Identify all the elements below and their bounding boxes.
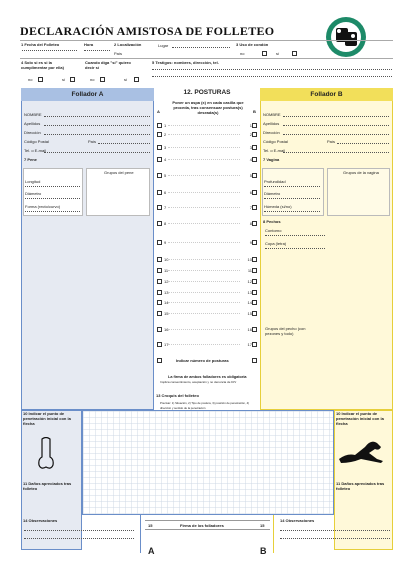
a-grupos-label: Grupos del pene: [104, 170, 134, 175]
croquis-label: 13 Croquis del folleteo: [156, 393, 199, 398]
b-humeda-field[interactable]: [264, 211, 320, 212]
postura-a-num: 13: [164, 290, 169, 295]
postura-row-line: [168, 192, 240, 193]
danos-a-label: 11 Daños apreciados tras folleteo: [23, 481, 72, 491]
postura-b-num: 17: [247, 342, 252, 347]
b-nombre-field[interactable]: [283, 116, 389, 117]
postura-b-checkbox[interactable]: [252, 327, 257, 332]
b-direccion-label: Dirección: [263, 130, 280, 135]
postura-b-checkbox[interactable]: [252, 132, 257, 137]
croquis-grid[interactable]: [82, 410, 334, 515]
postura-b-num: 13: [247, 290, 252, 295]
logo-icon: [325, 16, 367, 58]
b-diametro-label: Diámetro: [264, 191, 281, 196]
postura-b-checkbox[interactable]: [252, 290, 257, 295]
b-pais-label: País: [327, 139, 336, 144]
postura-a-num: 7: [164, 205, 167, 210]
a-nombre-label: NOMBRE: [24, 112, 42, 117]
b-profundidad-field[interactable]: [264, 186, 320, 187]
postura-a-num: 1: [164, 123, 167, 128]
condon-si-checkbox[interactable]: [292, 51, 297, 56]
b-profundidad-label: Profundidad: [264, 179, 286, 184]
b-pais-field[interactable]: [337, 143, 389, 144]
postura-a-checkbox[interactable]: [157, 240, 162, 245]
postura-a-num: 11: [164, 268, 169, 273]
cuando-no-checkbox[interactable]: [100, 77, 105, 82]
follador-a-header: Follador A: [21, 88, 154, 101]
a-diametro-field[interactable]: [25, 198, 80, 199]
postura-a-checkbox[interactable]: [157, 157, 162, 162]
b-diametro-field[interactable]: [264, 198, 320, 199]
bottom-a-panel: [21, 410, 82, 550]
postura-a-checkbox[interactable]: [157, 279, 162, 284]
postura-b-num: 11: [247, 268, 252, 273]
lugar-field[interactable]: [172, 47, 230, 48]
postura-b-checkbox[interactable]: [252, 205, 257, 210]
postura-b-checkbox[interactable]: [252, 190, 257, 195]
postura-row-line: [168, 270, 240, 271]
condon-no-label: no: [240, 51, 245, 56]
postura-a-num: 8: [164, 221, 167, 226]
b-copa-field[interactable]: [265, 248, 325, 249]
signature-b-marker: B: [260, 546, 267, 556]
a-nombre-field[interactable]: [44, 116, 150, 117]
postura-a-checkbox[interactable]: [157, 300, 162, 305]
postura-row-line: [168, 207, 240, 208]
b-grupos-label: Grupos de la vagina: [343, 170, 379, 175]
cuando-diga-label: Cuando diga "sí" quiero decir sí: [85, 60, 131, 70]
postura-row-line: [168, 134, 240, 135]
postura-row-line: [168, 313, 240, 314]
a-cp-label: Código Postal: [24, 139, 49, 144]
localizacion-label: 2 Localización: [114, 42, 142, 47]
firma-15b: 15: [260, 523, 265, 528]
postura-b-num: 10: [247, 257, 252, 262]
obs-b-line-2[interactable]: [280, 538, 390, 539]
postura-a-checkbox[interactable]: [157, 123, 162, 128]
postura-row-line: [168, 125, 240, 126]
testigos-label: 5 Testigos: nombres, dirección, tel.: [152, 60, 219, 65]
punto-a-label: 10 Indicar el punto de penetración inicial con la flecha: [23, 411, 71, 426]
postura-a-checkbox[interactable]: [157, 327, 162, 332]
postura-row-line: [168, 344, 240, 345]
indicar-label: Indicar número de posturas: [176, 358, 229, 363]
postura-a-checkbox[interactable]: [157, 290, 162, 295]
postura-b-checkbox[interactable]: [252, 300, 257, 305]
b-tel-field[interactable]: [283, 152, 389, 153]
follador-b-panel: [260, 88, 393, 410]
testigos-field-1[interactable]: [152, 69, 392, 70]
postura-a-num: 4: [164, 157, 167, 162]
b-contorno-label: Contorno: [265, 228, 282, 233]
postura-b-num: 7: [249, 205, 252, 210]
danos-b-label: 11 Daños apreciados tras folleteo: [336, 481, 385, 491]
b-humeda-label: Húmeda (sí/no): [264, 204, 292, 209]
cuando-no-label: no: [90, 77, 95, 82]
a-grupos-box: [86, 168, 150, 216]
postura-a-num: 3: [164, 145, 167, 150]
postura-b-num: 15: [247, 311, 252, 316]
postura-row-line: [168, 147, 240, 148]
signature-a-marker: A: [148, 546, 155, 556]
postura-a-num: 2: [164, 132, 167, 137]
b-apellidos-field[interactable]: [283, 125, 389, 126]
postura-row-line: [168, 159, 240, 160]
postura-b-checkbox[interactable]: [252, 268, 257, 273]
b-grupos-box: [327, 168, 390, 216]
condon-no-checkbox[interactable]: [262, 51, 267, 56]
postura-a-checkbox[interactable]: [157, 190, 162, 195]
a-direccion-field[interactable]: [44, 134, 150, 135]
obs-a-line-2[interactable]: [24, 538, 134, 539]
punto-b-label: 10 Indicar el punto de penetración inicial con la flecha: [336, 411, 384, 426]
postura-b-num: 6: [249, 190, 252, 195]
postura-a-checkbox[interactable]: [157, 173, 162, 178]
croquis-note: Precisar: 1) Situación, 2) Tipo de postura, 3) posición de penetración, 4) dirección y sentido de la penetración: [160, 401, 250, 410]
obs-b-line-1[interactable]: [280, 530, 390, 531]
postura-a-num: 9: [164, 240, 167, 245]
posturas-a-label: A: [157, 109, 160, 114]
obs-b-label: 14 Observaciones: [280, 518, 315, 523]
solo-si-label: 4 Solo si es si la cumplimentar por ella): [21, 60, 64, 70]
a-forma-field[interactable]: [25, 211, 80, 212]
postura-b-checkbox[interactable]: [252, 279, 257, 284]
b-direccion-field[interactable]: [283, 134, 389, 135]
a-longitud-field[interactable]: [25, 186, 80, 187]
b-grupos-pecho-label: Grupos del pecho (con pezones y todo): [265, 326, 306, 336]
b-tel-label: Tel. o E-mail: [263, 148, 286, 153]
a-direccion-label: Dirección: [24, 130, 41, 135]
postura-a-checkbox[interactable]: [157, 221, 162, 226]
a-forma-label: Forma (recto/curvo): [25, 204, 61, 209]
postura-a-checkbox[interactable]: [157, 342, 162, 347]
postura-a-num: 12: [164, 279, 169, 284]
b-copa-label: Copa (letra): [265, 241, 287, 246]
condon-si-label: sí: [276, 51, 280, 56]
postura-b-num: 8: [249, 221, 252, 226]
a-longitud-label: Longitud: [25, 179, 41, 184]
postura-b-num: 5: [249, 173, 252, 178]
postura-b-num: 1: [249, 123, 252, 128]
postura-a-num: 10: [164, 257, 169, 262]
obs-a-label: 14 Observaciones: [23, 518, 58, 523]
postura-a-num: 6: [164, 190, 167, 195]
postura-a-checkbox[interactable]: [157, 145, 162, 150]
postura-row-line: [168, 281, 240, 282]
postura-a-num: 17: [164, 342, 169, 347]
b-pechos-label: 8 Pechos: [263, 219, 281, 224]
a-diametro-label: Diámetro: [25, 191, 42, 196]
postura-b-num: 14: [247, 300, 252, 305]
postura-b-num: 2: [249, 132, 252, 137]
posturas-header: 12. POSTURAS: [183, 89, 231, 96]
solo-si-opt-label: sí: [62, 77, 66, 82]
postura-a-checkbox[interactable]: [157, 205, 162, 210]
postura-row-line: [168, 302, 240, 303]
cuando-si-label: sí: [124, 77, 128, 82]
postura-a-checkbox[interactable]: [157, 257, 162, 262]
page-title: DECLARACIÓN AMISTOSA DE FOLLETEO: [20, 24, 275, 38]
b-contorno-field[interactable]: [265, 235, 325, 236]
postura-b-num: 3: [249, 145, 252, 150]
cuando-si-checkbox[interactable]: [134, 77, 139, 82]
postura-a-num: 14: [164, 300, 169, 305]
postura-b-num: 9: [249, 240, 252, 245]
bottom-b-panel: [334, 410, 393, 550]
postura-b-checkbox[interactable]: [252, 173, 257, 178]
woman-silhouette-icon: [337, 435, 385, 465]
b-nombre-label: NOMBRE: [263, 112, 281, 117]
a-apellidos-label: Apellidos: [24, 121, 41, 126]
postura-b-num: 16: [247, 327, 252, 332]
indicar-b-checkbox[interactable]: [252, 358, 257, 363]
postura-a-num: 5: [164, 173, 167, 178]
postura-a-checkbox[interactable]: [157, 268, 162, 273]
a-pais-field[interactable]: [98, 143, 150, 144]
postura-row-line: [168, 223, 240, 224]
hora-field[interactable]: [84, 50, 110, 51]
firma-note: La firma de ambos folladores es obligatoria: [168, 375, 247, 379]
postura-b-checkbox[interactable]: [252, 342, 257, 347]
a-apellidos-field[interactable]: [44, 125, 150, 126]
a-tel-field[interactable]: [44, 152, 150, 153]
postura-row-line: [168, 242, 240, 243]
posturas-instr: Poner un aspa (x) en cada casilla que proceda, tras consensuar postura(s) deseada(s): [172, 100, 244, 115]
fecha-label: 1 Fecha del Folleteo: [21, 42, 60, 47]
postura-a-num: 15: [164, 311, 169, 316]
uso-condon-label: 3 Uso de condón: [236, 42, 269, 47]
fecha-field[interactable]: [22, 50, 77, 51]
postura-b-checkbox[interactable]: [252, 123, 257, 128]
penis-icon: [36, 437, 56, 471]
postura-b-checkbox[interactable]: [252, 257, 257, 262]
firma-label: Firma de los folladores: [180, 523, 224, 528]
solo-no-label: no: [28, 77, 33, 82]
postura-row-line: [168, 259, 240, 260]
testigos-field-2[interactable]: [152, 76, 392, 77]
postura-row-line: [168, 175, 240, 176]
pais-label: País: [114, 51, 123, 56]
a-pene-label: 7 Pene: [24, 157, 37, 162]
postura-b-num: 4: [249, 157, 252, 162]
hora-label: Hora: [84, 42, 94, 47]
postura-b-num: 12: [247, 279, 252, 284]
b-apellidos-label: Apellidos: [263, 121, 280, 126]
b-cp-label: Código Postal: [263, 139, 288, 144]
solo-si-checkbox[interactable]: [70, 77, 75, 82]
postura-a-checkbox[interactable]: [157, 132, 162, 137]
postura-b-checkbox[interactable]: [252, 221, 257, 226]
follador-b-header: Follador B: [260, 88, 393, 101]
b-vagina-label: 7 Vagina: [263, 157, 280, 162]
indicar-a-checkbox[interactable]: [157, 358, 162, 363]
postura-row-line: [168, 329, 240, 330]
a-tel-label: Tel. o E-mail: [24, 148, 47, 153]
firma-sub: Implica consentimiento, aceptación y no denuncia de D/V: [160, 380, 237, 384]
obs-a-line-1[interactable]: [24, 530, 134, 531]
follador-a-panel: [21, 88, 154, 410]
postura-a-num: 16: [164, 327, 169, 332]
postura-b-checkbox[interactable]: [252, 157, 257, 162]
postura-b-checkbox[interactable]: [252, 240, 257, 245]
postura-b-checkbox[interactable]: [252, 311, 257, 316]
postura-b-checkbox[interactable]: [252, 145, 257, 150]
postura-a-checkbox[interactable]: [157, 311, 162, 316]
a-pais-label: País: [88, 139, 97, 144]
lugar-label: Lugar: [158, 43, 169, 48]
posturas-b-label: B: [253, 109, 256, 114]
solo-no-checkbox[interactable]: [38, 77, 43, 82]
firma-15a: 15: [148, 523, 153, 528]
postura-row-line: [168, 292, 240, 293]
